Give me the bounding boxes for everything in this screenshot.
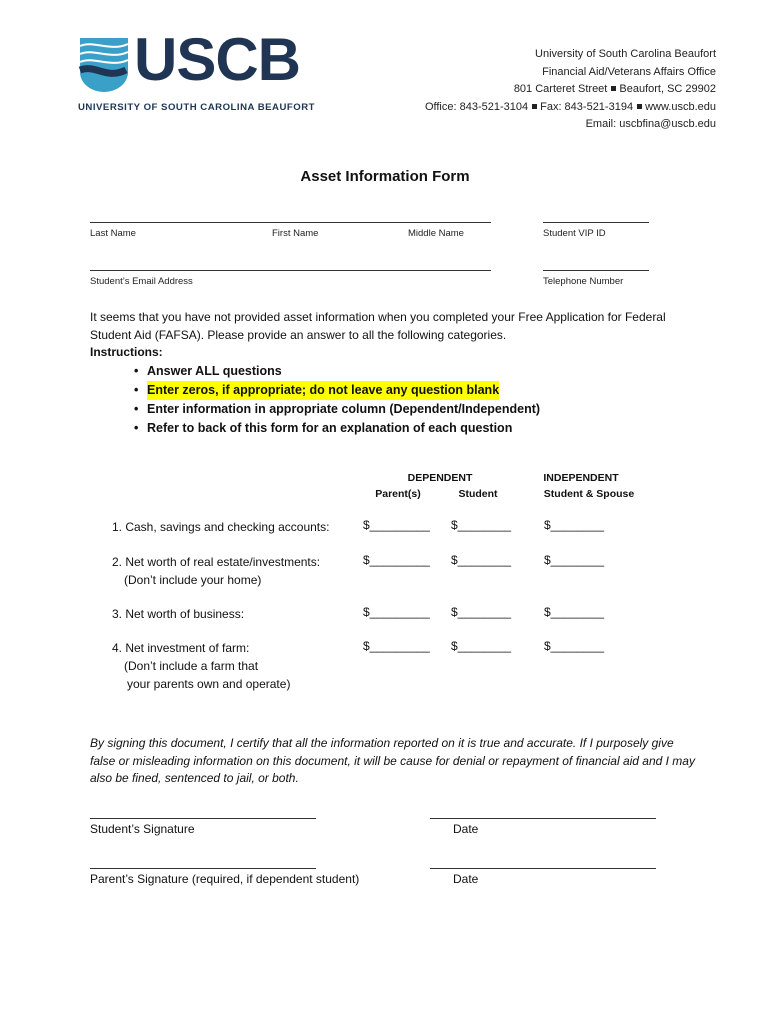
address-line1: University of South Carolina Beaufort [535, 48, 716, 60]
instructions-heading: Instructions: [90, 345, 163, 359]
instruction-text-highlighted: Enter zeros, if appropriate; do not leave any question blank [147, 381, 499, 400]
bullet-icon: • [134, 421, 139, 435]
certification-statement: By signing this document, I certify that all the information reported on it is true and accurate. If I purposely give false or misleading information on this document, it will be cause for denial or repayment of financial aid and I may also be fined, sentenced to jail, or both. [90, 736, 695, 785]
page-title: Asset Information Form [300, 168, 470, 185]
address-email[interactable]: Email: uscbfina@uscb.edu [585, 118, 716, 130]
address-contact-row [425, 99, 716, 117]
address-street-row [425, 81, 716, 99]
instruction-item [134, 362, 540, 381]
email-field[interactable] [90, 270, 491, 271]
q4-independent-amount[interactable]: $________ [544, 639, 605, 653]
wave-emblem-icon [76, 36, 132, 94]
column-header-dependent: DEPENDENT [407, 472, 473, 484]
column-header-parents: Parent(s) [375, 488, 421, 500]
q2-independent-amount[interactable]: $________ [544, 553, 605, 567]
telephone-field[interactable] [543, 270, 649, 271]
address-fax: Fax: 843-521-3194 [540, 100, 634, 113]
name-field[interactable] [90, 222, 491, 223]
student-date-line[interactable] [430, 818, 656, 819]
instruction-item [134, 381, 540, 400]
question-4 [112, 639, 290, 693]
question-text: 2. Net worth of real estate/investments: [112, 555, 321, 569]
parent-signature-label: Parent’s Signature (required, if dependent student) [90, 872, 360, 886]
q2-student-amount[interactable]: $________ [451, 553, 512, 567]
bullet-icon: • [134, 402, 139, 416]
address-city: Beaufort, SC 29902 [619, 83, 716, 95]
parent-date-line[interactable] [430, 868, 656, 869]
question-note: (Don’t include your home) [124, 573, 262, 587]
bullet-icon: • [134, 364, 139, 378]
first-name-label: First Name [272, 228, 319, 239]
student-vip-id-label: Student VIP ID [543, 228, 606, 239]
question-1 [112, 518, 329, 536]
last-name-label: Last Name [90, 228, 136, 239]
instruction-text: Refer to back of this form for an explanation of each question [147, 421, 513, 435]
address-street: 801 Carteret Street [513, 83, 608, 95]
q4-student-amount[interactable]: $________ [451, 639, 512, 653]
instruction-text: Answer ALL questions [147, 364, 282, 378]
question-text: 3. Net worth of business: [112, 607, 245, 621]
question-text: 1. Cash, savings and checking accounts: [112, 520, 330, 534]
student-signature-line[interactable] [90, 818, 316, 819]
address-website[interactable]: www.uscb.edu [645, 100, 716, 113]
address-office-phone: Office: 843-521-3104 [424, 100, 529, 113]
student-signature-label: Student’s Signature [90, 822, 195, 836]
q3-independent-amount[interactable]: $________ [544, 605, 605, 619]
bullet-square-icon [611, 86, 616, 91]
question-2 [112, 553, 320, 589]
email-label: Student’s Email Address [90, 276, 193, 287]
parent-signature-line[interactable] [90, 868, 316, 869]
logo-wordmark: USCB [134, 26, 301, 93]
bullet-square-icon [532, 104, 537, 109]
column-header-student: Student [458, 488, 498, 500]
question-note: your parents own and operate) [127, 677, 291, 691]
instruction-item [134, 400, 540, 419]
intro-paragraph: It seems that you have not provided asset information when you completed your Free Application for Federal Student Aid (FAFSA). Please provide an answer to all the following categories. [90, 310, 666, 342]
instructions-list [134, 362, 540, 438]
middle-name-label: Middle Name [408, 228, 464, 239]
question-3 [112, 605, 244, 623]
question-note: (Don’t include a farm that [124, 659, 259, 673]
student-date-label: Date [453, 822, 479, 836]
q1-parents-amount[interactable]: $_________ [363, 518, 430, 532]
column-header-independent: INDEPENDENT [543, 472, 619, 484]
q4-parents-amount[interactable]: $_________ [363, 639, 430, 653]
instruction-item [134, 419, 540, 438]
q2-parents-amount[interactable]: $_________ [363, 553, 430, 567]
office-address [425, 46, 716, 134]
address-line2: Financial Aid/Veterans Affairs Office [542, 65, 716, 78]
logo-subtitle: UNIVERSITY OF SOUTH CAROLINA BEAUFORT [78, 102, 316, 113]
bullet-square-icon [637, 104, 642, 109]
bullet-icon: • [134, 383, 139, 397]
parent-date-label: Date [453, 872, 479, 886]
q1-student-amount[interactable]: $________ [451, 518, 512, 532]
instruction-text: Enter information in appropriate column (Dependent/Independent) [147, 402, 541, 416]
student-vip-id-field[interactable] [543, 222, 649, 223]
q3-parents-amount[interactable]: $_________ [363, 605, 430, 619]
question-text: 4. Net investment of farm: [112, 641, 250, 655]
q1-independent-amount[interactable]: $________ [544, 518, 605, 532]
telephone-label: Telephone Number [543, 276, 624, 287]
uscb-logo [76, 26, 316, 116]
q3-student-amount[interactable]: $________ [451, 605, 512, 619]
column-header-student-spouse: Student & Spouse [543, 488, 635, 500]
